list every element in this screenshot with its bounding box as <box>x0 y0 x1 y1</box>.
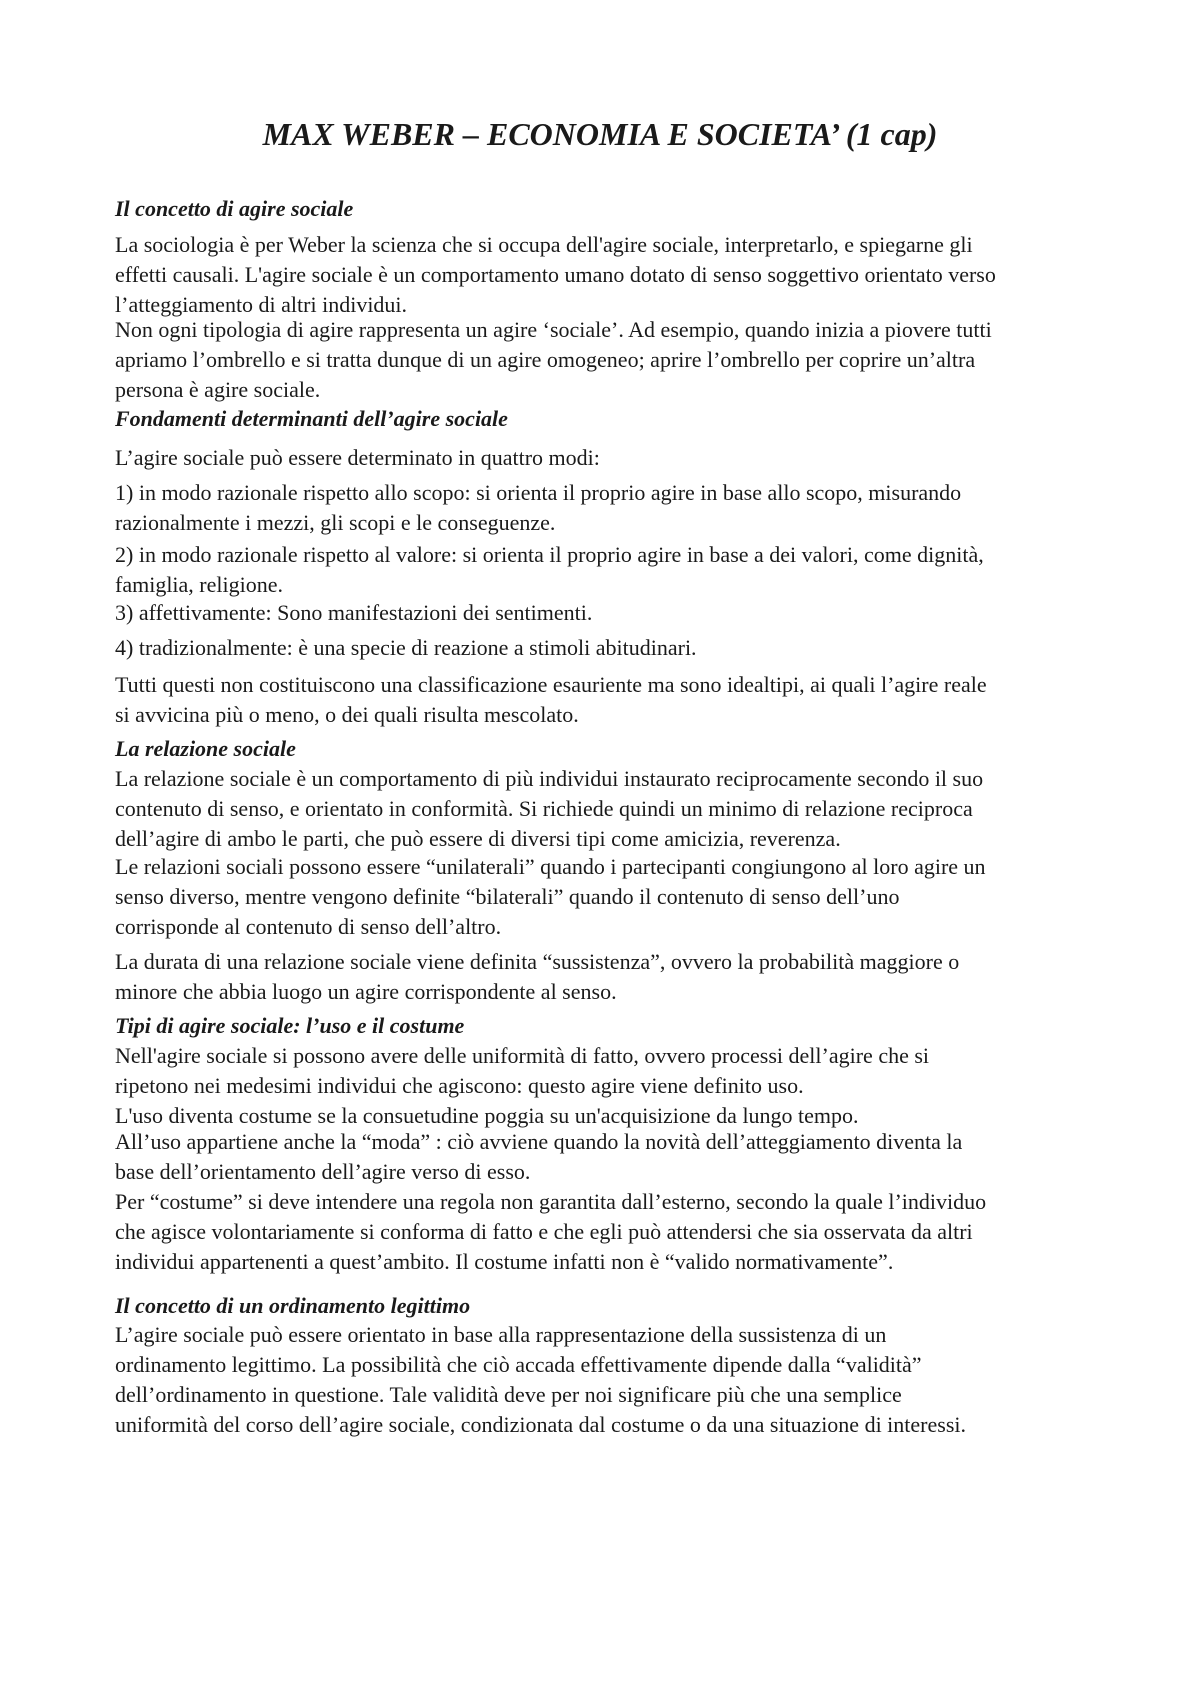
paragraph <box>115 1187 1095 1277</box>
text-line: L’agire sociale può essere orientato in base alla rappresentazione della sussistenza di un <box>115 1322 887 1347</box>
text-line: ripetono nei medesimi individui che agiscono: questo agire viene definito uso. <box>115 1073 804 1098</box>
paragraph <box>115 443 1095 473</box>
text-line: contenuto di senso, e orientato in conformità. Si richiede quindi un minimo di relazione reciproca <box>115 796 973 821</box>
text-line: minore che abbia luogo un agire corrispondente al senso. <box>115 979 617 1004</box>
text-line: All’uso appartiene anche la “moda” : ciò avviene quando la novità dell’atteggiamento diventa la <box>115 1129 963 1154</box>
section-heading: Il concetto di agire sociale <box>115 196 354 221</box>
paragraph <box>115 764 1095 854</box>
section-heading: Il concetto di un ordinamento legittimo <box>115 1293 471 1318</box>
text-line: La relazione sociale è un comportamento di più individui instaurato reciprocamente secondo il suo <box>115 766 984 791</box>
paragraph <box>115 478 1095 538</box>
text-line: apriamo l’ombrello e si tratta dunque di un agire omogeneo; aprire l’ombrello per coprire un’altra <box>115 347 976 372</box>
document-title: MAX WEBER – ECONOMIA E SOCIETA’ (1 cap) <box>262 116 938 152</box>
paragraph <box>115 540 1095 600</box>
text-line: 3) affettivamente: Sono manifestazioni dei sentimenti. <box>115 600 593 625</box>
text-line: L’agire sociale può essere determinato in quattro modi: <box>115 445 600 470</box>
text-line: La durata di una relazione sociale viene definita “sussistenza”, ovvero la probabilità maggiore o <box>115 949 960 974</box>
text-line: si avvicina più o meno, o dei quali risulta mescolato. <box>115 702 579 727</box>
text-line: 2) in modo razionale rispetto al valore: si orienta il proprio agire in base a dei valori, come dignità, <box>115 542 984 567</box>
text-line: l’atteggiamento di altri individui. <box>115 292 408 317</box>
text-line: persona è agire sociale. <box>115 377 321 402</box>
section-heading: Tipi di agire sociale: l’uso e il costume <box>115 1013 465 1038</box>
text-line: Tutti questi non costituiscono una classificazione esauriente ma sono idealtipi, ai quali l’agire reale <box>115 672 987 697</box>
text-line: La sociologia è per Weber la scienza che si occupa dell'agire sociale, interpretarlo, e spiegarne gli <box>115 232 973 257</box>
paragraph <box>115 1127 1095 1187</box>
paragraph <box>115 1320 1095 1440</box>
text-line: Non ogni tipologia di agire rappresenta un agire ‘sociale’. Ad esempio, quando inizia a piovere tutti <box>115 317 992 342</box>
paragraph <box>115 852 1095 942</box>
paragraph <box>115 230 1095 320</box>
paragraph <box>115 1041 1095 1131</box>
paragraph <box>115 598 1095 628</box>
section-heading: Fondamenti determinanti dell’agire sociale <box>115 406 508 431</box>
text-line: 4) tradizionalmente: è una specie di reazione a stimoli abitudinari. <box>115 635 697 660</box>
paragraph <box>115 947 1095 1007</box>
text-line: famiglia, religione. <box>115 572 283 597</box>
text-line: ordinamento legittimo. La possibilità che ciò accada effettivamente dipende dalla “validità” <box>115 1352 922 1377</box>
text-line: che agisce volontariamente si conforma di fatto e che egli può attendersi che sia osservata da altri <box>115 1219 973 1244</box>
paragraph <box>115 670 1095 730</box>
text-line: razionalmente i mezzi, gli scopi e le conseguenze. <box>115 510 556 535</box>
paragraph <box>115 633 1095 663</box>
text-line: dell’ordinamento in questione. Tale validità deve per noi significare più che una semplice <box>115 1382 902 1407</box>
text-line: effetti causali. L'agire sociale è un comportamento umano dotato di senso soggettivo orientato verso <box>115 262 996 287</box>
text-line: corrisponde al contenuto di senso dell’altro. <box>115 914 502 939</box>
text-line: Nell'agire sociale si possono avere delle uniformità di fatto, ovvero processi dell’agire che si <box>115 1043 930 1068</box>
text-line: L'uso diventa costume se la consuetudine poggia su un'acquisizione da lungo tempo. <box>115 1103 859 1128</box>
text-line: Per “costume” si deve intendere una regola non garantita dall’esterno, secondo la quale l’individuo <box>115 1189 987 1214</box>
text-line: individui appartenenti a quest’ambito. Il costume infatti non è “valido normativamente”. <box>115 1249 894 1274</box>
text-line: Le relazioni sociali possono essere “unilaterali” quando i partecipanti congiungono al loro agire un <box>115 854 986 879</box>
text-line: base dell’orientamento dell’agire verso di esso. <box>115 1159 531 1184</box>
text-line: uniformità del corso dell’agire sociale, condizionata dal costume o da una situazione di interessi. <box>115 1412 966 1437</box>
section-heading: La relazione sociale <box>115 736 296 761</box>
text-line: senso diverso, mentre vengono definite “bilaterali” quando il contenuto di senso dell’uno <box>115 884 900 909</box>
text-line: 1) in modo razionale rispetto allo scopo: si orienta il proprio agire in base allo scopo, misurando <box>115 480 962 505</box>
paragraph <box>115 315 1095 405</box>
text-line: dell’agire di ambo le parti, che può essere di diversi tipi come amicizia, reverenza. <box>115 826 841 851</box>
